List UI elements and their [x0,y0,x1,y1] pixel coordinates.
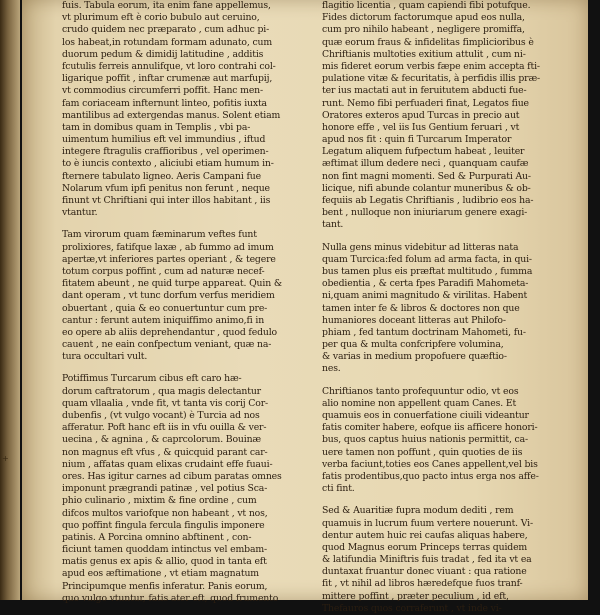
text-line: crudo quidem nec præparato , cum adhuc pi- [62,24,270,36]
text-line: uere tamen non poffunt , quin quoties de iis [322,446,523,458]
text-line: Thefauros quos corraferunt , vt inde vi- [322,602,502,614]
text-line: quam Turcica:fed folum ad arma facta, in qui- [322,253,532,265]
text-line: Fides dictorum factorumque apud eos nulla, [322,12,525,24]
text-line: prolixiores, fatifque laxæ , ab fummo ad imum [62,241,274,253]
paragraph-gap [322,232,554,242]
text-line: finunt vt Chriftiani qui inter illos habitant , iis [62,195,271,206]
text-line: cantur : ferunt autem iniquiffimo animo,fi in [62,314,265,326]
text-line: bus, quos captus huius nationis permittit, ca- [322,434,528,446]
text-line: licique, nifi abunde colantur muneribus & ob- [322,182,531,194]
text-line: non magnus eft vfus , & quicquid parant car- [62,446,268,458]
text-line: fcutulis ferreis annulifque, vt loro contrahi col- [62,60,276,72]
text-line: dubenfis , (vt vulgo vocant) è Turcia ad nos [62,410,260,421]
text-line: matis genus ex apis & allio, quod in tanta eft [62,556,267,568]
book-gutter [0,0,20,600]
margin-mark: + [2,454,9,463]
text-line: fam coriaceam infternunt linteo, pofitis iuxta [62,97,267,109]
text-line: Chriftianis multoties exitium attulit , cum ni- [322,48,526,60]
text-line: mittere poffint , præter peculium , id eft, [322,590,509,602]
text-line: Nulla gens minus videbitur ad litteras nata [322,241,519,253]
text-line: apud eos æftimatione , vt etiam magnatum [62,568,259,580]
text-line: apertæ,vt inferiores partes operiant , & tegere [62,253,276,265]
text-line: tura occultari vult. [62,351,148,363]
text-line: integere ftragulis craffioribus , vel operimen- [62,146,269,158]
text-line: to è iuncis contexto , aliciubi etiam humum in- [62,158,274,170]
text-line: totum corpus poffint , cum ad naturæ necef- [62,265,265,277]
text-line: æftimat illum dedere neci , quanquam caufæ [322,158,529,170]
text-line: tant. [322,219,344,231]
text-line: ni,quam animi magnitudo & virilitas. Habent [322,290,528,302]
text-line: & latifundia Miniftris fuis tradat , fed ita vt ea [322,554,532,566]
text-line: quæ eorum fraus & infidelitas fimplicioribus è [322,36,534,48]
text-line: cti fint. [322,483,355,495]
text-line: quo vulgo vtuntur, fatis ater eft, quod frumento [62,592,279,604]
text-line: phiam , fed tantum doctrinam Mahometi, fu- [322,326,526,338]
text-line: fuis. Tabula eorum, ita enim fane appellemus, [62,0,271,11]
text-line: ligarique poffit , inftar crumenæ aut marfupij, [62,73,273,85]
text-line: bent , nulloque non iniuriarum genere exagi- [322,207,528,219]
text-line: vtantur. [62,207,98,219]
text-line: & varias in medium propofuere quæftio- [322,351,507,363]
text-line: tamen inter fe & libros & doctores non que [322,302,520,314]
text-line: quamuis in lucrum fuum vertere nouerunt. Vi- [322,517,534,529]
text-line: Legatum aliquem fufpectum habeat , leuiter [322,146,525,158]
text-line: quamuis eos in conuerfatione ciuili videantur [322,410,529,421]
text-line: fternere tabulato ligneo. Aeris Campani fue [62,170,261,182]
text-line: quod Magnus eorum Princeps terras quidem [322,541,528,553]
text-line: Potiffimus Turcarum cibus eft caro hæ- [62,373,242,385]
text-line: cauent , ne eain confpectum veniant, quæ na- [62,339,272,351]
text-line: Principumque menfis inferatur. Panis eorum, [62,580,268,592]
text-line: per qua & multa confcripfere volumina, [322,339,504,351]
text-line: Oratores exteros apud Turcas in precio aut [322,109,520,121]
text-line: humaniores doceant litteras aut Philofo- [322,314,506,326]
text-line: Sed & Auaritiæ fupra modum dediti , rem [322,505,514,517]
text-line: bus tamen plus eis præftat multitudo , fumma [322,265,533,277]
text-line: imponunt prægrandi patinæ , vel potius Sca- [62,483,268,495]
text-line: alio nomine non appellent quam Canes. Et [322,397,517,409]
text-line: vt plurimum eft è corio bubulo aut ceruino, [62,12,260,24]
text-line: Nolarum vfum ipfi penitus non ferunt , neque [62,182,270,194]
text-line: duntaxat fruantur donec viuant : qua ratione [322,566,527,578]
text-line: eo opere ab aliis deprehendantur , quod fedulo [62,326,277,338]
text-line: uecina , & agnina , & caprcolorum. Bouinæ [62,434,262,446]
text-line: verba faciunt,toties eos Canes appellent,vel bis [322,458,538,470]
text-line: pulatione vitæ & fecuritatis, à perfidis illis præ- [322,73,541,85]
text-line: difcos multos variofque non habeant , vt nos, [62,507,268,519]
text-line: fit , vt nihil ad libros hæredefque fuos tranf- [322,578,523,590]
text-line: quam vllaalia , vnde fit, vt tanta vis corij Cor- [62,397,269,409]
text-line: Chriftianos tanto profequuntur odio, vt eos [322,385,519,397]
text-line: fequiis ab Legatis Chriftianis , ludibrio eos ha- [322,195,534,206]
text-line: fitatem abeunt , ne quid turpe appareat. Quin & [62,278,282,290]
text-line: ores. Has igitur carnes ad cibum paratas omnes [62,470,282,482]
text-line: quo poffint fingula fercula fingulis imponere [62,519,265,531]
text-line: fatis prodentibus,quo pacto intus erga nos affe- [322,470,539,482]
text-line: nium , affatas quam elixas crudaint effe fuaui- [62,458,273,470]
text-line: honore effe , vel iis Ius Gentium feruari , vt [322,121,520,133]
text-line: obedientia , & certa fpes Paradifi Mahometa- [322,278,529,290]
book-page [22,0,588,614]
text-line: nes. [322,363,341,375]
text-line: ficiunt tamen quoddam intinctus vel embam- [62,544,268,556]
text-line: patinis. A Porcina omnino abftinent , con- [62,531,252,543]
text-line: afferatur. Poft hanc eft iis in vfu ouilla & ver- [62,422,267,434]
text-line: apud nos fit : quin fi Turcarum Imperator [322,134,512,146]
paragraph-gap [62,363,294,373]
text-line: dorum caftratorum , qua magis delectantur [62,385,261,397]
paragraph-gap [322,376,554,386]
text-line: tam in domibus quam in Templis , vbi pa- [62,121,251,133]
paragraph-gap [62,219,294,229]
right-text-column [322,0,554,615]
text-line: fatis comiter habere, eofque iis afficere honori- [322,422,538,434]
left-text-column [62,0,294,605]
paragraph-gap [322,495,554,505]
text-line: phio culinario , mixtim & fine ordine , cum [62,495,257,507]
text-line: obuertant , quia & eo conuertuntur cum pre- [62,302,268,314]
text-line: ter ius mactati aut in feruitutem abducti fue- [322,85,527,97]
text-line: mis fideret eorum verbis fæpe enim accepta fti- [322,60,540,72]
text-line: duorum pedum & dimidij latitudine , additis [62,48,264,60]
text-line: runt. Nemo fibi perfuaderi finat, Legatos fiue [322,97,529,109]
text-line: dentur autem huic rei caufas aliquas habere, [322,529,528,541]
text-line: los habeat,in rotundam formam adunato, cum [62,36,273,48]
text-line: cum pro nihilo habeant , negligere promiffa, [322,24,525,36]
text-line: non fint magni momenti. Sed & Purpurati Au- [322,170,531,182]
text-line: dant operam , vt tunc dorfum verfus meridiem [62,290,275,302]
text-line: uimentum humilius eft vel immundius , iftud [62,134,266,146]
text-line: vt commodius circumferri poffit. Hanc men- [62,85,264,97]
text-line: flagitio licentia , quam capiendi fibi potufque. [322,0,531,11]
text-line: Tam virorum quam fæminarum veftes funt [62,229,257,241]
text-line: mantilibus ad extergendas manus. Solent etiam [62,109,281,121]
